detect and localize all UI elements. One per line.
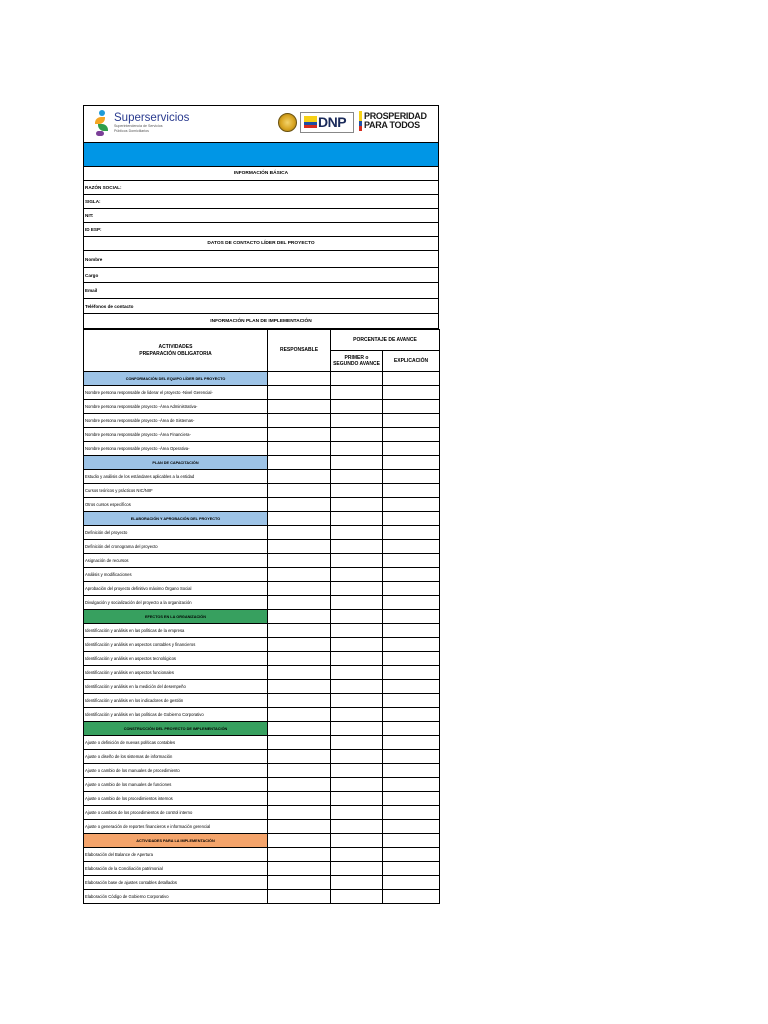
dnp-logo xyxy=(300,112,354,133)
responsable-cell[interactable] xyxy=(268,806,331,820)
avance-cell[interactable] xyxy=(331,680,383,694)
avance-cell[interactable] xyxy=(331,890,383,904)
explicacion-cell[interactable] xyxy=(383,652,440,666)
activity-row xyxy=(84,484,440,498)
empty-cell[interactable] xyxy=(331,610,383,624)
activity-row xyxy=(84,666,440,680)
activity-label: Nombre persona responsable proyecto -Área Administrativa- xyxy=(84,400,268,414)
activity-row xyxy=(84,498,440,512)
responsable-cell[interactable] xyxy=(268,582,331,596)
empty-cell[interactable] xyxy=(383,456,440,470)
activity-label: Definición del proyecto xyxy=(84,526,268,540)
empty-cell[interactable] xyxy=(268,722,331,736)
superservicios-logo xyxy=(94,110,189,136)
category-title: EFECTOS EN LA ORGANIZACIÓN xyxy=(84,610,268,624)
empty-cell[interactable] xyxy=(383,722,440,736)
responsable-cell[interactable] xyxy=(268,428,331,442)
activity-row xyxy=(84,400,440,414)
activity-row xyxy=(84,582,440,596)
dnp-logo-text: DNP xyxy=(318,114,347,130)
empty-cell[interactable] xyxy=(268,456,331,470)
category-title: PLAN DE CAPACITACIÓN xyxy=(84,456,268,470)
responsable-cell[interactable] xyxy=(268,652,331,666)
avance-cell[interactable] xyxy=(331,596,383,610)
explicacion-cell[interactable] xyxy=(383,554,440,568)
avance-cell[interactable] xyxy=(331,666,383,680)
superservicios-subtitle: Públicos Domiciliarios xyxy=(114,128,149,133)
activity-label: Análisis y modificaciones xyxy=(84,568,268,582)
category-row xyxy=(84,722,440,736)
responsable-cell[interactable] xyxy=(268,624,331,638)
responsable-cell[interactable] xyxy=(268,876,331,890)
avance-cell[interactable] xyxy=(331,414,383,428)
avance-cell[interactable] xyxy=(331,820,383,834)
col-header-explicacion: EXPLICACIÓN xyxy=(383,351,440,372)
activity-row xyxy=(84,568,440,582)
empty-cell[interactable] xyxy=(383,372,440,386)
avance-cell[interactable] xyxy=(331,470,383,484)
avance-cell[interactable] xyxy=(331,386,383,400)
responsable-cell[interactable] xyxy=(268,764,331,778)
empty-cell[interactable] xyxy=(268,834,331,848)
avance-cell[interactable] xyxy=(331,582,383,596)
avance-cell[interactable] xyxy=(331,498,383,512)
activity-row xyxy=(84,708,440,722)
explicacion-cell[interactable] xyxy=(383,848,440,862)
category-title: ELABORACIÓN Y APROBACIÓN DEL PROYECTO xyxy=(84,512,268,526)
empty-cell[interactable] xyxy=(268,512,331,526)
category-row xyxy=(84,372,440,386)
col-header-activities-line1: ACTIVIDADES xyxy=(158,344,193,350)
activity-row xyxy=(84,764,440,778)
activity-label: Ajuste o definición de nuevas políticas contables xyxy=(84,736,268,750)
activity-row xyxy=(84,820,440,834)
responsable-cell[interactable] xyxy=(268,596,331,610)
explicacion-cell[interactable] xyxy=(383,694,440,708)
responsable-cell[interactable] xyxy=(268,736,331,750)
avance-cell[interactable] xyxy=(331,848,383,862)
responsable-cell[interactable] xyxy=(268,680,331,694)
activity-label: Asignación de recursos xyxy=(84,554,268,568)
activity-label: Cursos teóricos y prácticos NIC/NIIF xyxy=(84,484,268,498)
explicacion-cell[interactable] xyxy=(383,792,440,806)
plan-body xyxy=(84,372,440,904)
activity-label: Elaboración base de ajustes contables detallados xyxy=(84,876,268,890)
explicacion-cell[interactable] xyxy=(383,736,440,750)
explicacion-cell[interactable] xyxy=(383,540,440,554)
responsable-cell[interactable] xyxy=(268,820,331,834)
activity-row xyxy=(84,596,440,610)
activity-row xyxy=(84,428,440,442)
col-header-responsable: RESPONSABLE xyxy=(268,330,331,372)
activity-label: Nombre persona responsable proyecto -Área de Sistemas- xyxy=(84,414,268,428)
prosperidad-line1: PROSPERIDAD xyxy=(364,111,427,122)
activity-row xyxy=(84,624,440,638)
activity-label: Elaboración del Balance de Apertura xyxy=(84,848,268,862)
avance-cell[interactable] xyxy=(331,554,383,568)
plan-table xyxy=(83,329,440,904)
activity-row xyxy=(84,750,440,764)
avance-cell[interactable] xyxy=(331,540,383,554)
field-nit[interactable]: NIT: xyxy=(84,209,439,223)
col-header-activities-line2: PREPARACIÓN OBLIGATORIA xyxy=(139,350,212,357)
activity-row xyxy=(84,736,440,750)
responsable-cell[interactable] xyxy=(268,386,331,400)
category-row xyxy=(84,456,440,470)
field-email[interactable]: Email xyxy=(84,283,439,299)
basic-info-table xyxy=(83,166,439,329)
explicacion-cell[interactable] xyxy=(383,666,440,680)
responsable-cell[interactable] xyxy=(268,694,331,708)
responsable-cell[interactable] xyxy=(268,778,331,792)
responsable-cell[interactable] xyxy=(268,666,331,680)
prosperidad-logo xyxy=(359,111,427,131)
activity-row xyxy=(84,470,440,484)
activity-row xyxy=(84,862,440,876)
explicacion-cell[interactable] xyxy=(383,400,440,414)
empty-cell[interactable] xyxy=(331,512,383,526)
activity-row xyxy=(84,848,440,862)
field-nombre[interactable]: Nombre xyxy=(84,251,439,268)
activity-row xyxy=(84,540,440,554)
responsable-cell[interactable] xyxy=(268,414,331,428)
explicacion-cell[interactable] xyxy=(383,876,440,890)
empty-cell[interactable] xyxy=(268,372,331,386)
activity-row xyxy=(84,806,440,820)
activity-label: Ajuste o diseño de los sistemas de información xyxy=(84,750,268,764)
flag-stripe-icon xyxy=(359,111,362,131)
activity-label: Ajuste o cambio de los manuales de procedimiento xyxy=(84,764,268,778)
avance-cell[interactable] xyxy=(331,736,383,750)
explicacion-cell[interactable] xyxy=(383,526,440,540)
responsable-cell[interactable] xyxy=(268,484,331,498)
explicacion-cell[interactable] xyxy=(383,638,440,652)
explicacion-cell[interactable] xyxy=(383,484,440,498)
field-cargo[interactable]: Cargo xyxy=(84,268,439,283)
activity-row xyxy=(84,890,440,904)
spreadsheet xyxy=(83,105,439,904)
activity-label: Divulgación y socialización del proyecto a la organización xyxy=(84,596,268,610)
activity-row xyxy=(84,876,440,890)
activity-label: Elaboración Código de Gobierno Corporativo xyxy=(84,890,268,904)
activity-label: Identificación y análisis en aspectos funcionales xyxy=(84,666,268,680)
avance-cell[interactable] xyxy=(331,652,383,666)
responsable-cell[interactable] xyxy=(268,638,331,652)
avance-cell[interactable] xyxy=(331,750,383,764)
avance-cell[interactable] xyxy=(331,778,383,792)
explicacion-cell[interactable] xyxy=(383,624,440,638)
explicacion-cell[interactable] xyxy=(383,470,440,484)
activity-label: Identificación y análisis en los indicadores de gestión xyxy=(84,694,268,708)
field-razon-social[interactable]: RAZÓN SOCIAL: xyxy=(84,181,439,195)
responsable-cell[interactable] xyxy=(268,848,331,862)
activity-row xyxy=(84,792,440,806)
category-row xyxy=(84,512,440,526)
explicacion-cell[interactable] xyxy=(383,428,440,442)
activity-row xyxy=(84,680,440,694)
responsable-cell[interactable] xyxy=(268,750,331,764)
empty-cell[interactable] xyxy=(383,834,440,848)
explicacion-cell[interactable] xyxy=(383,806,440,820)
avance-cell[interactable] xyxy=(331,526,383,540)
empty-cell[interactable] xyxy=(331,722,383,736)
activity-row xyxy=(84,386,440,400)
superservicios-mark-icon xyxy=(94,110,110,136)
explicacion-cell[interactable] xyxy=(383,680,440,694)
avance-cell[interactable] xyxy=(331,862,383,876)
avance-cell[interactable] xyxy=(331,568,383,582)
activity-label: Nombre persona responsable proyecto -Área Financiera- xyxy=(84,428,268,442)
responsable-cell[interactable] xyxy=(268,400,331,414)
explicacion-cell[interactable] xyxy=(383,596,440,610)
superservicios-subtitle: Superintendencia de Servicios xyxy=(114,124,163,129)
empty-cell[interactable] xyxy=(383,512,440,526)
activity-label: Nombre persona responsable proyecto -Área Operativa- xyxy=(84,442,268,456)
avance-cell[interactable] xyxy=(331,708,383,722)
activity-row xyxy=(84,526,440,540)
field-telefonos[interactable]: Teléfonos de contacto xyxy=(84,299,439,314)
section-title-plan: INFORMACIÓN PLAN DE IMPLEMENTACIÓN xyxy=(84,314,439,329)
activity-row xyxy=(84,652,440,666)
superservicios-name: Superservicios xyxy=(114,111,190,124)
activity-label: Ajuste o generación de reportes financieros e información gerencial xyxy=(84,820,268,834)
responsable-cell[interactable] xyxy=(268,554,331,568)
avance-cell[interactable] xyxy=(331,694,383,708)
activity-label: Otros cursos específicos xyxy=(84,498,268,512)
activity-label: Aprobación del proyecto definitivo máximo Órgano Social xyxy=(84,582,268,596)
explicacion-cell[interactable] xyxy=(383,582,440,596)
activity-label: Identificación y análisis en la medición del desempeño xyxy=(84,680,268,694)
logo-header xyxy=(83,105,439,142)
avance-cell[interactable] xyxy=(331,624,383,638)
category-title: CONSTRUCCIÓN DEL PROYECTO DE IMPLEMENTACIÓN xyxy=(84,722,268,736)
col-header-activities xyxy=(84,330,268,372)
activity-label: Elaboración de la Conciliación patrimonial xyxy=(84,862,268,876)
field-sigla[interactable]: SIGLA: xyxy=(84,195,439,209)
explicacion-cell[interactable] xyxy=(383,442,440,456)
empty-cell[interactable] xyxy=(331,372,383,386)
empty-cell[interactable] xyxy=(383,610,440,624)
avance-cell[interactable] xyxy=(331,764,383,778)
activity-label: Nombre persona responsable de liderar el proyecto -Nivel Gerencial- xyxy=(84,386,268,400)
responsable-cell[interactable] xyxy=(268,792,331,806)
activity-label: Ajuste o cambios de los procedimientos de control interno xyxy=(84,806,268,820)
responsable-cell[interactable] xyxy=(268,540,331,554)
explicacion-cell[interactable] xyxy=(383,890,440,904)
activity-row xyxy=(84,442,440,456)
avance-cell[interactable] xyxy=(331,428,383,442)
activity-label: Identificación y análisis en aspectos contables y financieros xyxy=(84,638,268,652)
colombia-flag-icon xyxy=(304,116,317,128)
explicacion-cell[interactable] xyxy=(383,764,440,778)
explicacion-cell[interactable] xyxy=(383,862,440,876)
col-header-primer-line1: PRIMER o xyxy=(344,354,369,361)
category-title: ACTIVIDADES PARA LA IMPLEMENTACIÓN xyxy=(84,834,268,848)
avance-cell[interactable] xyxy=(331,792,383,806)
responsable-cell[interactable] xyxy=(268,526,331,540)
responsable-cell[interactable] xyxy=(268,890,331,904)
blue-title-band xyxy=(83,142,439,166)
col-header-primer-avance xyxy=(331,351,383,372)
col-header-porcentaje: PORCENTAJE DE AVANCE xyxy=(331,330,440,351)
explicacion-cell[interactable] xyxy=(383,498,440,512)
activity-row xyxy=(84,694,440,708)
activity-label: Ajuste o cambio de los manuales de funciones xyxy=(84,778,268,792)
prosperidad-line2: PARA TODOS xyxy=(364,120,420,130)
avance-cell[interactable] xyxy=(331,806,383,820)
responsable-cell[interactable] xyxy=(268,442,331,456)
activity-row xyxy=(84,638,440,652)
activity-label: Ajuste o cambio de los procedimientos internos xyxy=(84,792,268,806)
activity-row xyxy=(84,554,440,568)
activity-label: Definición del cronograma del proyecto xyxy=(84,540,268,554)
explicacion-cell[interactable] xyxy=(383,820,440,834)
field-id-esp[interactable]: ID ESP: xyxy=(84,223,439,237)
colombia-seal-icon xyxy=(278,113,297,132)
explicacion-cell[interactable] xyxy=(383,568,440,582)
responsable-cell[interactable] xyxy=(268,568,331,582)
category-row xyxy=(84,610,440,624)
responsable-cell[interactable] xyxy=(268,498,331,512)
activity-label: Identificación y análisis en aspectos tecnológicos xyxy=(84,652,268,666)
explicacion-cell[interactable] xyxy=(383,414,440,428)
empty-cell[interactable] xyxy=(331,456,383,470)
activity-row xyxy=(84,778,440,792)
avance-cell[interactable] xyxy=(331,876,383,890)
avance-cell[interactable] xyxy=(331,484,383,498)
activity-label: Estudio y análisis de los estándares aplicables a la entidad xyxy=(84,470,268,484)
activity-label: Identificación y análisis en las políticas de Gobierno Corporativo xyxy=(84,708,268,722)
explicacion-cell[interactable] xyxy=(383,386,440,400)
avance-cell[interactable] xyxy=(331,638,383,652)
explicacion-cell[interactable] xyxy=(383,750,440,764)
empty-cell[interactable] xyxy=(331,834,383,848)
col-header-primer-line2: SEGUNDO AVANCE xyxy=(333,361,380,367)
category-title: CONFORMACIÓN DEL EQUIPO LÍDER DEL PROYECTO xyxy=(84,372,268,386)
explicacion-cell[interactable] xyxy=(383,708,440,722)
section-title-basic: INFORMACIÓN BÁSICA xyxy=(84,167,439,181)
section-title-contact: DATOS DE CONTACTO LÍDER DEL PROYECTO xyxy=(84,237,439,251)
empty-cell[interactable] xyxy=(268,610,331,624)
avance-cell[interactable] xyxy=(331,400,383,414)
avance-cell[interactable] xyxy=(331,442,383,456)
responsable-cell[interactable] xyxy=(268,708,331,722)
activity-row xyxy=(84,414,440,428)
responsable-cell[interactable] xyxy=(268,862,331,876)
category-row xyxy=(84,834,440,848)
activity-label: Identificación y análisis en las políticas de la empresa xyxy=(84,624,268,638)
explicacion-cell[interactable] xyxy=(383,778,440,792)
responsable-cell[interactable] xyxy=(268,470,331,484)
